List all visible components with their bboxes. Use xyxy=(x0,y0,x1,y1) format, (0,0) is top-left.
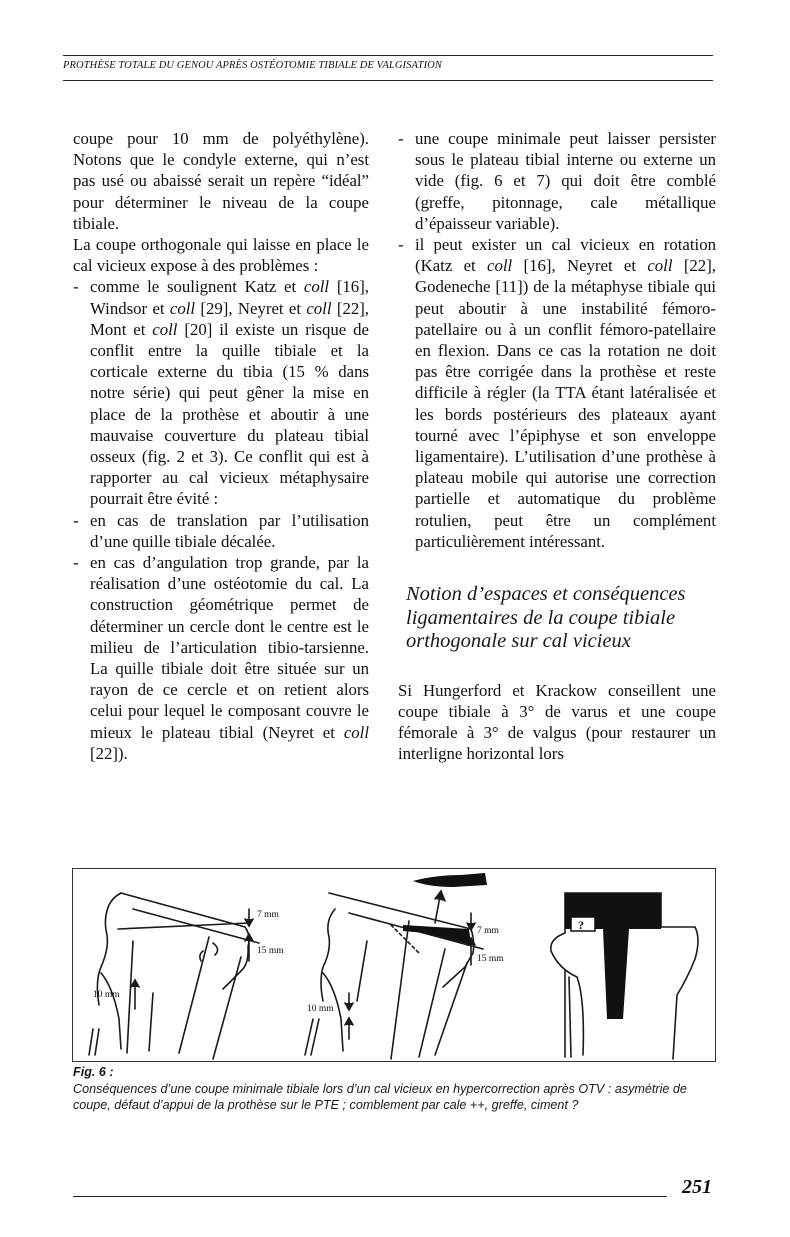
list-item-minimal-cut: - une coupe minimale peut laisser persister sous le plateau tibial interne ou externe un vide (fig. 6 et 7) qui doit être comblé (greffe, pitonnage, cale métallique d’épaisseur variable). xyxy=(398,129,716,233)
label-10mm-a: 10 mm xyxy=(93,990,120,1000)
running-title: PROTHÈSE TOTALE DU GENOU APRÈS OSTÉOTOMIE TIBIALE DE VALGISATION xyxy=(63,60,442,71)
figure-6-panel xyxy=(72,868,716,1062)
list-item-rotation: - il peut exister un cal vicieux en rotation (Katz et coll [16], Neyret et coll [22], Godeneche [11]) de la métaphyse tibiale qui peut aboutir à une instabilité fémoro-patellaire ou à un conflit fémoro-patellaire en flexion. Dans ce cas la rotation ne doit pas être corrigée dans la prothèse et reste difficile à régler (la TTA étant latéralisée et les bords postérieurs des plateaux ayant tourné avec l’épiphyse et son enveloppe ligamentaire). L’utilisation d’une prothèse à plateau mobile qui autorise une correction partielle et automatique du problème rotulien, peut être un complément particulièrement intéressant. xyxy=(398,235,716,551)
list-dash: - xyxy=(73,510,79,530)
list-item-conflict: - comme le soulignent Katz et coll [16], Windsor et coll [29], Neyret et coll [22], Mont et coll [20] il existe un risque de conflit entre la quille tibiale et la corticale externe du tibia (15 % dans notre série) qui peut gêner la mise en place de la prothèse et aboutir à une mauvaise couverture du plateau tibial osseux (fig. 2 et 3). Ce conflit qui est à rapporter au cal vicieux métaphysaire pourrait être évité : xyxy=(73,277,370,509)
list-dash: - xyxy=(398,235,404,255)
list-dash: - xyxy=(398,129,404,148)
paragraph-problems-intro: La coupe orthogonale qui laisse en place le cal vicieux expose à des problèmes : xyxy=(73,235,369,276)
figure-caption-text: Conséquences d’une coupe minimale tibiale lors d’un cal vicieux en hypercorrection après OTV : asymétrie de coupe, défaut d’appui de la prothèse sur le PTE ; comblement par cale ++, greffe, ciment ? xyxy=(73,1081,687,1112)
section-heading: Notion d’espaces et conséquences ligamentaires de la coupe tibiale orthogonale sur cal vicieux xyxy=(406,583,686,653)
header-rule-top xyxy=(63,55,713,56)
label-7mm-b: 7 mm xyxy=(477,926,499,936)
drawing-1-tibia xyxy=(89,893,259,1059)
figure-6-drawing xyxy=(73,869,717,1063)
label-7mm-a: 7 mm xyxy=(257,910,279,920)
label-10mm-b: 10 mm xyxy=(307,1004,334,1014)
drawing-2-tibia xyxy=(305,893,483,1059)
footer-rule xyxy=(73,1196,667,1197)
list-dash: - xyxy=(73,277,79,297)
label-question: ? xyxy=(578,918,584,932)
list-subitem-translation: - en cas de translation par l’utilisation d’une quille tibiale décalée. xyxy=(73,510,369,551)
page-number: 251 xyxy=(682,1176,712,1198)
list-dash: - xyxy=(73,553,79,573)
paragraph-hungerford: Si Hungerford et Krackow conseillent une coupe tibiale à 3° de varus et une coupe fémorale à 3° de valgus (pour restaurer un interligne horizontal lors xyxy=(398,680,716,764)
list-subitem-angulation: - en cas d’angulation trop grande, par la réalisation d’une ostéotomie du cal. La construction géométrique permet de déterminer un cercle dont le centre est le milieu de l’articulation tibio-tarsienne. La quille tibiale doit être située sur un rayon de ce cercle et on retient alors celui pour lequel le composant couvre le mieux le plateau tibial (Neyret et coll [22]). xyxy=(73,553,369,763)
paragraph-continuation: coupe pour 10 mm de polyéthylène). Notons que le condyle externe, qui n’est pas usé ou abaissé serait un repère “idéal” pour déterminer le niveau de la coupe tibiale. xyxy=(73,129,369,233)
left-column xyxy=(73,128,369,764)
figure-caption xyxy=(73,1064,721,1114)
drawing-3-prosthesis xyxy=(565,893,661,1019)
right-column xyxy=(398,128,716,764)
header-rule-bottom xyxy=(63,80,713,81)
figure-label: Fig. 6 : xyxy=(73,1065,114,1079)
label-15mm-a: 15 mm xyxy=(257,946,284,956)
drawing-2-wedge xyxy=(403,873,487,945)
label-15mm-b: 15 mm xyxy=(477,954,504,964)
